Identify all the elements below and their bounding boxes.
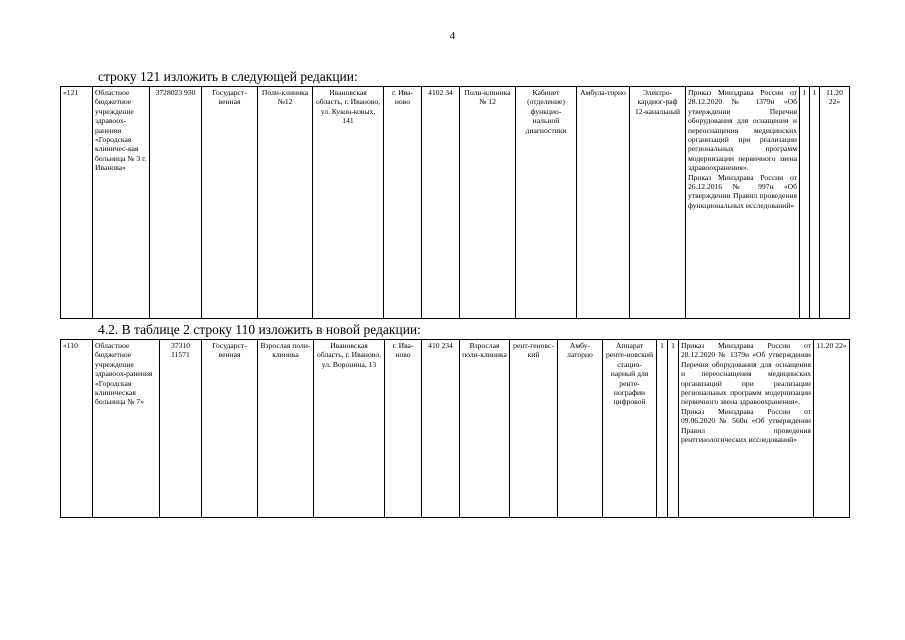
- cell-organization: Областное бюджетное учреждение здравоох-ранения «Городская клиничес-кая больница № 3 г. Иванова»: [93, 87, 150, 319]
- cell-unit: Взрослая поли-клиника: [460, 340, 510, 518]
- cell-legal-basis: Приказ Минздрава России от 28.12.2020 № 1379н «Об утверждении Перечня оборудования для оснащения и переоснащения медицинских организаций при реализации региональных программ модернизации первичного звена здравоохранения». Приказ Минздрава России от 26.12.2016 № 997н «Об утверждении Правил проведения функциональных исследований»: [686, 87, 800, 319]
- heading-row-110: 4.2. В таблице 2 строку 110 изложить в новой редакции:: [98, 322, 421, 337]
- cell-subdivision: Поли-клиника №12: [258, 87, 313, 319]
- page-number: 4: [449, 30, 456, 42]
- cell-city: г. Ива-ново: [384, 87, 422, 319]
- cell-department: рент-геновс-кий: [510, 340, 558, 518]
- cell-qty-a: 1: [657, 340, 668, 518]
- heading-row-121: строку 121 изложить в следующей редакции:: [98, 69, 358, 84]
- cell-care-form: Амбула-торно: [577, 87, 630, 319]
- cell-equipment: Аппарат ренте-новский стацио-нарный для ренте-нографии цифровой: [603, 340, 657, 518]
- cell-inn: 37310 11571: [160, 340, 202, 518]
- cell-qty-b: 1: [668, 340, 679, 518]
- cell-date: 11.20 22»: [820, 87, 850, 319]
- cell-qty-b: 1: [810, 87, 820, 319]
- cell-department: Кабинет (отделение) функцио-нальной диагностики: [516, 87, 577, 319]
- cell-inn: 3728023 930: [150, 87, 202, 319]
- table-row-110: [60, 339, 850, 518]
- cell-equipment: Электро-кардиог-раф 12-канальный: [630, 87, 686, 319]
- cell-qty-a: 1: [800, 87, 810, 319]
- cell-number: «121: [61, 87, 93, 319]
- cell-code: 4102 34: [422, 87, 460, 319]
- cell-organization: Областное бюджетное учреждение здравоох-ранения «Городская клиническая больница № 7»: [93, 340, 160, 518]
- cell-code: 410 234: [422, 340, 460, 518]
- cell-date: 11.20 22»: [814, 340, 850, 518]
- cell-ownership: Государст-венная: [202, 87, 258, 319]
- cell-number: «110: [61, 340, 93, 518]
- cell-unit: Поли-клиника № 12: [460, 87, 516, 319]
- table-row-121: [60, 86, 850, 319]
- table-row: [61, 340, 850, 518]
- table-row: [61, 87, 850, 319]
- cell-city: г. Ива-ново: [385, 340, 422, 518]
- cell-address: Ивановская область, г. Иваново, ул. Воронина, 13: [314, 340, 385, 518]
- cell-care-form: Амбу-латорно: [558, 340, 603, 518]
- cell-ownership: Государст-венная: [202, 340, 258, 518]
- cell-address: Ивановская область, г. Иваново, ул. Кукон-ковых, 141: [313, 87, 384, 319]
- cell-legal-basis: Приказ Минздрава России от 28.12.2020 № 1379н «Об утверждении Перечня оборудования для оснащения и переоснащения медицинских организаций при реализации региональных программ модернизации первичного звена здравоохранения». Приказ Минздрава России от 09.06.2020 № 560н «Об утверждении Правил проведения рентгенологических исследований»: [679, 340, 814, 518]
- cell-subdivision: Взрослая поли-клиника: [258, 340, 314, 518]
